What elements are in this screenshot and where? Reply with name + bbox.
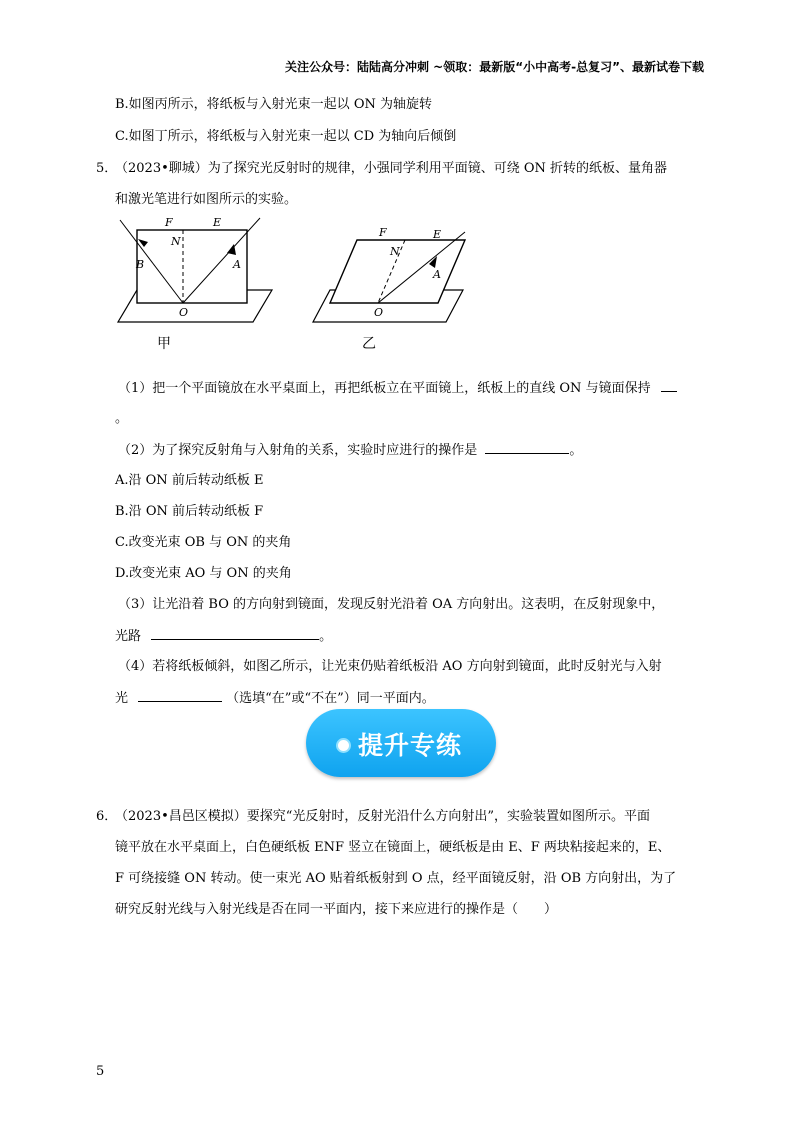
q5-part3-label: 光路 xyxy=(115,629,142,644)
answer-blank-1[interactable] xyxy=(661,379,677,392)
label-b-jia: B xyxy=(136,258,145,271)
caption-yi: 乙 xyxy=(362,336,376,352)
figure-jia xyxy=(110,210,280,360)
q5-part1-line2: 。 xyxy=(115,411,129,426)
q5-part3-end: 。 xyxy=(319,629,333,644)
caption-jia: 甲 xyxy=(157,336,171,352)
label-f-yi: F xyxy=(379,226,387,239)
q6-line3: F 可绕接缝 ON 转动。使一束光 AO 贴着纸板射到 O 点，经平面镜反射，沿 OB 方向射出，为了 xyxy=(115,871,677,886)
label-o-yi: O xyxy=(374,306,384,319)
label-n-yi: N xyxy=(390,245,400,258)
answer-blank-4[interactable] xyxy=(138,689,222,702)
section-badge xyxy=(306,709,496,777)
q5-part2-text: （2）为了探究反射角与入射角的关系，实验时应进行的操作是 xyxy=(118,443,478,458)
q5-number: 5． xyxy=(96,161,118,176)
q5-part3-line1: （3）让光沿着 BO 的方向射到镜面，发现反射光沿着 OA 方向射出。这表明，在反射现象中， xyxy=(118,597,665,612)
label-a-yi: A xyxy=(433,268,441,281)
q6-line2: 镜平放在水平桌面上，白色硬纸板 ENF 竖立在镜面上，硬纸板是由 E、F 两块粘接起来的，E、 xyxy=(115,840,671,855)
label-e-yi: E xyxy=(433,228,442,241)
q5-option-c: C.改变光束 OB 与 ON 的夹角 xyxy=(115,535,292,550)
q5-part4-line1: （4）若将纸板倾斜，如图乙所示，让光束仍贴着纸板沿 AO 方向射到镜面，此时反射光与入射 xyxy=(118,659,662,674)
q5-part2-end: 。 xyxy=(569,443,583,458)
q5-part2 xyxy=(118,441,582,460)
label-n-jia: N xyxy=(171,235,181,248)
q5-part3-line2 xyxy=(115,627,332,646)
q5-part1-text: （1）把一个平面镜放在水平桌面上，再把纸板立在平面镜上，纸板上的直线 ON 与镜面保持 xyxy=(118,381,651,396)
q5-option-d: D.改变光束 AO 与 ON 的夹角 xyxy=(115,566,292,581)
page-number: 5 xyxy=(96,1064,105,1079)
answer-blank-2[interactable] xyxy=(485,441,569,454)
badge-dot-icon xyxy=(336,738,351,753)
page-header: 关注公众号：陆陆高分冲刺 ~领取：最新版“小中高考-总复习”、最新试卷下载 xyxy=(285,60,704,74)
q5-part1-line1 xyxy=(118,379,677,398)
label-e-jia: E xyxy=(213,216,222,229)
q5-stem-line1: （2023•聊城）为了探究光反射时的规律，小强同学利用平面镜、可绕 ON 折转的纸板、量角器 xyxy=(115,161,668,176)
figure-yi xyxy=(305,210,480,360)
label-f-jia: F xyxy=(165,216,173,229)
q5-part4-line2 xyxy=(115,689,435,708)
q5-part4-hint: （选填“在”或“不在”）同一平面内。 xyxy=(226,691,435,706)
q5-option-b: B.沿 ON 前后转动纸板 F xyxy=(115,504,264,519)
q5-stem-line2: 和激光笔进行如图所示的实验。 xyxy=(115,192,298,207)
q6-line1: （2023•昌邑区模拟）要探究“光反射时，反射光沿什么方向射出”，实验装置如图所示。平面 xyxy=(115,809,651,824)
badge-label: 提升专练 xyxy=(358,731,463,760)
label-a-jia: A xyxy=(233,258,241,271)
prev-option-b: B.如图丙所示，将纸板与入射光束一起以 ON 为轴旋转 xyxy=(115,97,432,112)
prev-option-c: C.如图丁所示，将纸板与入射光束一起以 CD 为轴向后倾倒 xyxy=(115,129,457,144)
q6-number: 6． xyxy=(96,809,118,824)
label-o-jia: O xyxy=(179,306,189,319)
q5-part4-label: 光 xyxy=(115,691,129,706)
q6-line4: 研究反射光线与入射光线是否在同一平面内，接下来应进行的操作是（ ） xyxy=(115,902,558,917)
answer-blank-3[interactable] xyxy=(151,627,319,640)
q5-option-a: A.沿 ON 前后转动纸板 E xyxy=(115,473,264,488)
